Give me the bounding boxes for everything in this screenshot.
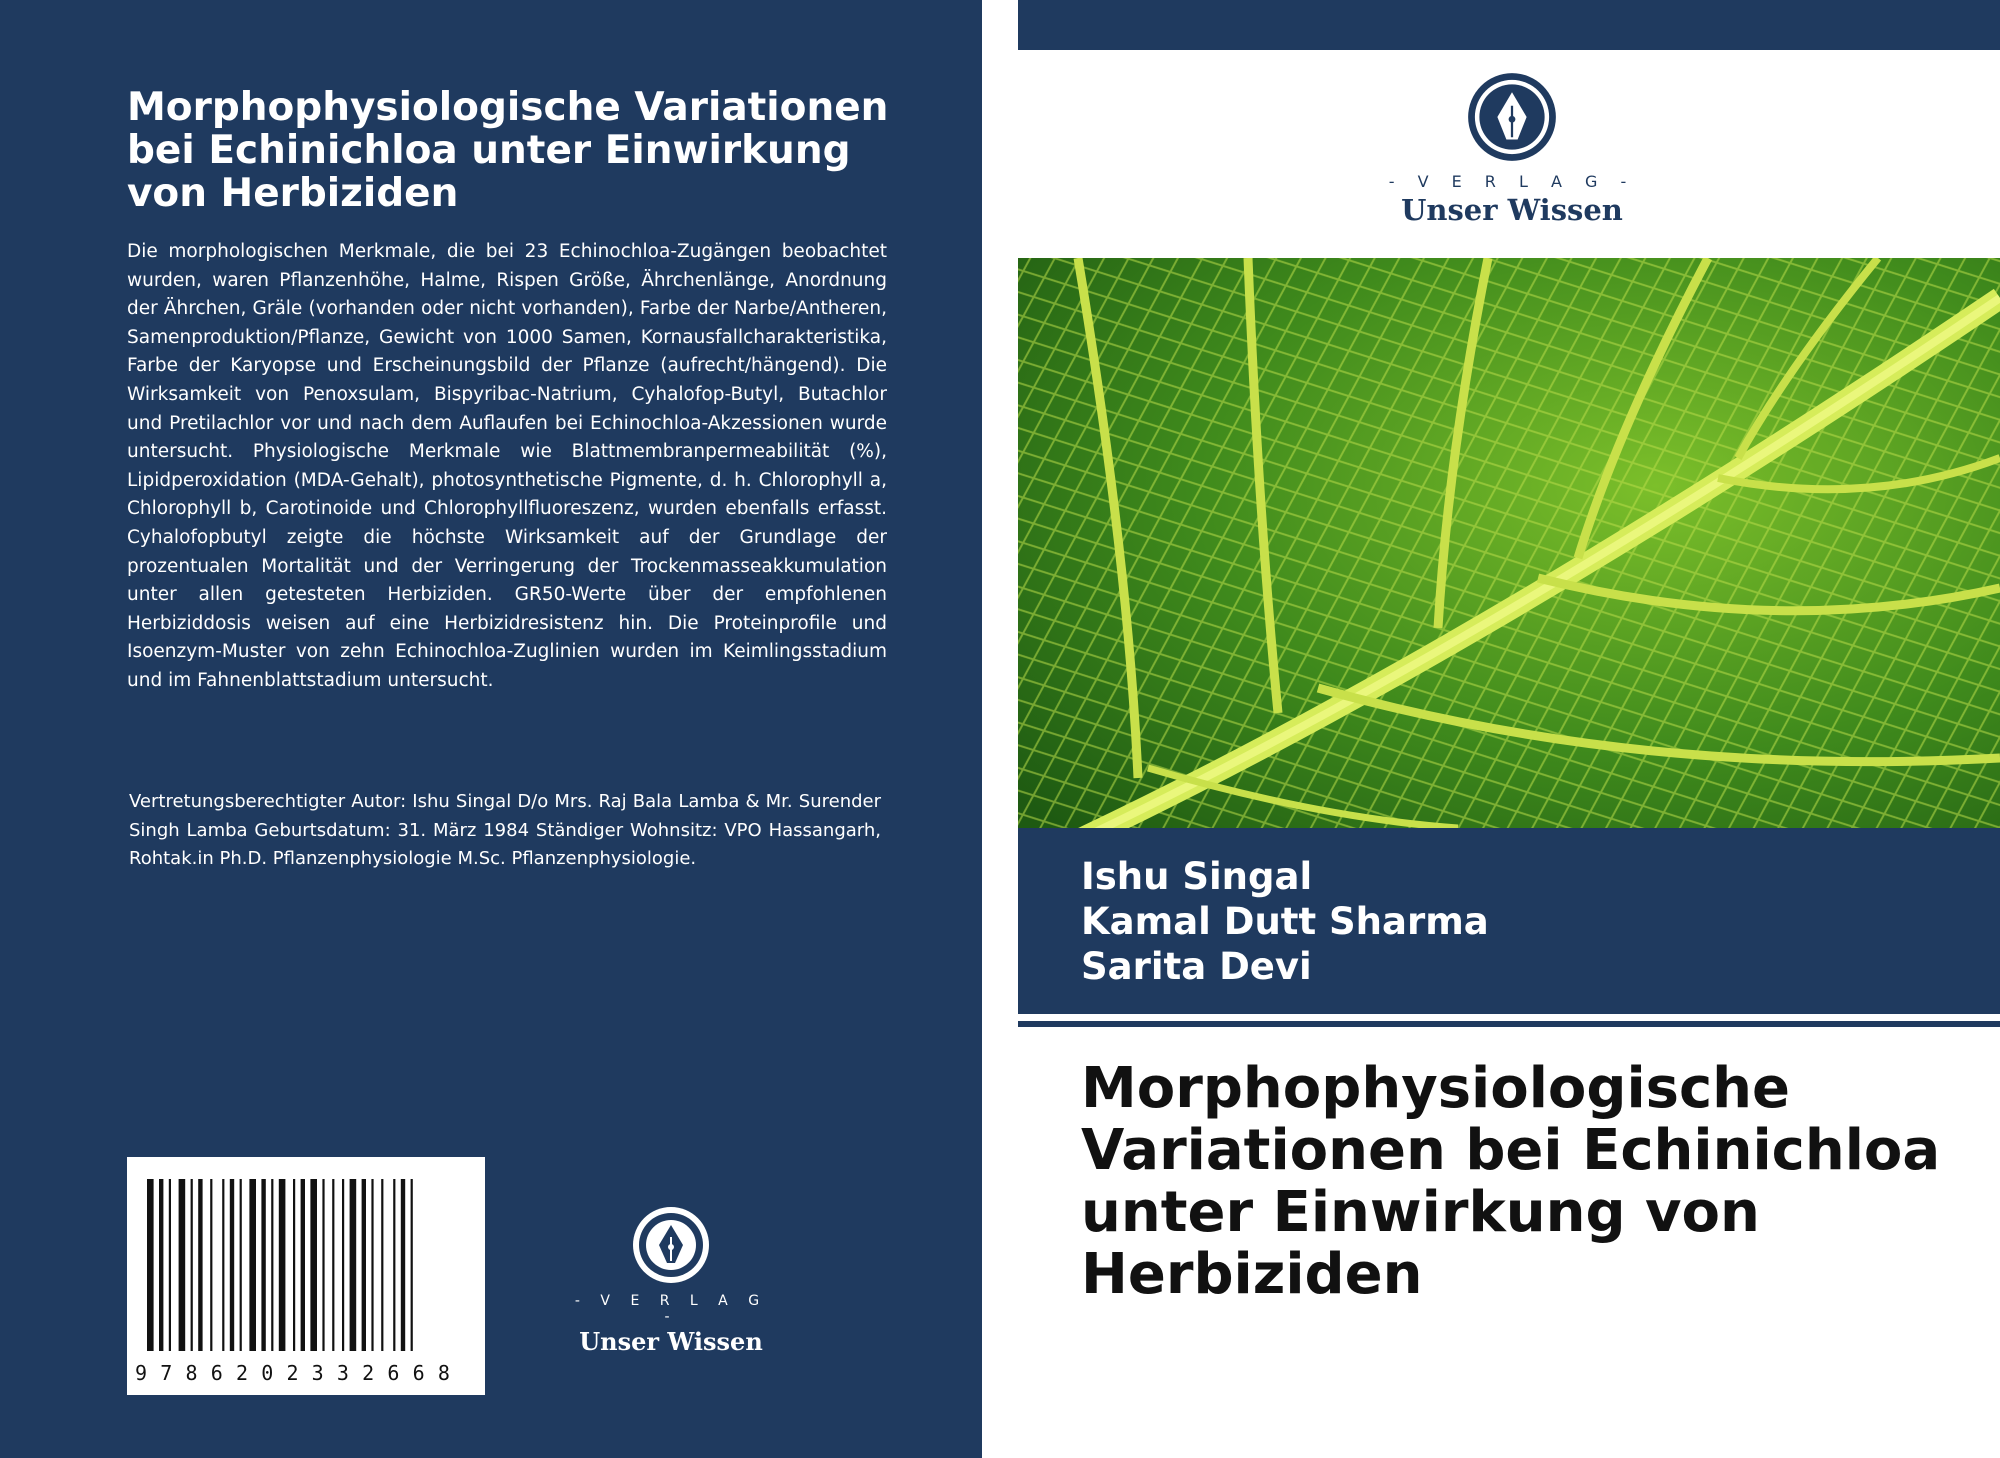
barcode-bar: [371, 1179, 373, 1351]
back-cover-author-bio: Vertretungsberechtigter Autor: Ishu Singal D/o Mrs. Raj Bala Lamba & Mr. Surender Singh Lamba Geburtsdatum: 31. März 1984 Ständiger Wohnsitz: VPO Hassangarh, Rohtak.in Ph.D. Pflanzenphysiologie M.Sc. Pflanzenphysiologie.: [129, 791, 881, 869]
back-logo-publisher-name: Unser Wissen: [579, 1327, 763, 1356]
front-publisher-logo: [1362, 72, 1662, 227]
barcode-bar: [198, 1179, 202, 1351]
barcode-bar: [240, 1179, 242, 1351]
isbn-digits: 9786202332668: [135, 1361, 464, 1385]
barcode-bar: [249, 1179, 256, 1351]
barcode-bar: [350, 1179, 357, 1351]
barcode-bars-icon: [127, 1157, 485, 1395]
front-cover: [1018, 0, 2000, 1458]
barcode-bar: [179, 1179, 186, 1351]
barcode-bar: [362, 1179, 366, 1351]
barcode-bar: [342, 1179, 344, 1351]
barcode-bar: [381, 1179, 383, 1351]
barcode-bar: [301, 1179, 305, 1351]
barcode-bar: [169, 1179, 171, 1351]
barcode-bar: [191, 1179, 193, 1351]
divider-rule: [1018, 1021, 2000, 1027]
back-cover-title: Morphophysiologische Variationen bei Echinichloa unter Einwirkung von Herbiziden: [127, 85, 889, 216]
barcode-bar: [332, 1179, 334, 1351]
barcode-bar: [279, 1179, 286, 1351]
barcode-bar: [293, 1179, 295, 1351]
barcode-bar: [393, 1179, 395, 1351]
back-logo-verlag-label: - V E R L A G -: [574, 1293, 768, 1325]
front-logo-verlag-label: - V E R L A G -: [1388, 172, 1636, 191]
authors-band: [1018, 828, 2000, 1014]
leaf-photo: [1018, 258, 2000, 828]
front-cover-title: Morphophysiologische Variationen bei Echinichloa unter Einwirkung von Herbiziden: [1081, 1056, 1941, 1307]
author-name: Sarita Devi: [1081, 945, 1312, 988]
front-logo-publisher-name: Unser Wissen: [1401, 193, 1623, 227]
barcode-bar: [159, 1179, 163, 1351]
author-name: Kamal Dutt Sharma: [1081, 900, 1489, 943]
front-top-bar: [1018, 0, 2000, 50]
barcode-bar: [210, 1179, 212, 1351]
pen-nib-seal-icon: [1467, 72, 1557, 162]
pen-nib-seal-icon: [631, 1205, 711, 1285]
barcode-bar: [411, 1179, 413, 1351]
barcode-bar: [271, 1179, 273, 1351]
back-publisher-logo: [568, 1205, 774, 1356]
barcode-bar: [261, 1179, 265, 1351]
spine-gap: [982, 0, 1018, 1458]
leaf-image-icon: [1018, 258, 2000, 828]
author-name: Ishu Singal: [1081, 855, 1313, 898]
back-cover: [0, 0, 982, 1458]
barcode-bar: [147, 1179, 154, 1351]
back-cover-abstract: Die morphologischen Merkmale, die bei 23 Echinochloa-Zugängen beobachtet wurden, waren Pflanzenhöhe, Halme, Rispen Größe, Ährchenlänge, Anordnung der Ährchen, Gräle (vorhanden oder nicht vorhanden), Farbe der Narbe/Antheren, Samenproduktion/Pflanze, Gewicht von 1000 Samen, Kornausfallcharakteristika, Farbe der Karyopse und Erscheinungsbild der Pflanze (aufrecht/hängend). Die Wirksamkeit von Penoxsulam, Bispyribac-Natrium, Cyhalofop-Butyl, Butachlor und Pretilachlor vor und nach dem Auflaufen bei Echinochloa-Akzessionen wurde untersucht. Physiologische Merkmale wie Blattmembranpermeabilität (%), Lipidperoxidation (MDA-Gehalt), photosynthetische Pigmente, d. h. Chlorophyll a, Chlorophyll b, Carotinoide und Chlorophyllfluoreszenz, wurden ebenfalls erfasst. Cyhalofopbutyl zeigte die höchste Wirksamkeit auf der Grundlage der prozentualen Mortalität und der Verringerung der Trockenmasseakkumulation unter allen getesteten Herbiziden. GR50-Werte über der empfohlenen Herbiziddosis weisen auf eine Herbizidresistenz hin. Die Proteinprofile und Isoenzym-Muster von zehn Echinochloa-Zuglinien wurden im Keimlingsstadium und im Fahnenblattstadium untersucht.: [127, 241, 887, 691]
isbn-barcode: [127, 1157, 485, 1395]
barcode-bar: [230, 1179, 234, 1351]
barcode-bar: [401, 1179, 405, 1351]
barcode-bar: [222, 1179, 224, 1351]
barcode-bar: [310, 1179, 317, 1351]
barcode-bar: [322, 1179, 324, 1351]
